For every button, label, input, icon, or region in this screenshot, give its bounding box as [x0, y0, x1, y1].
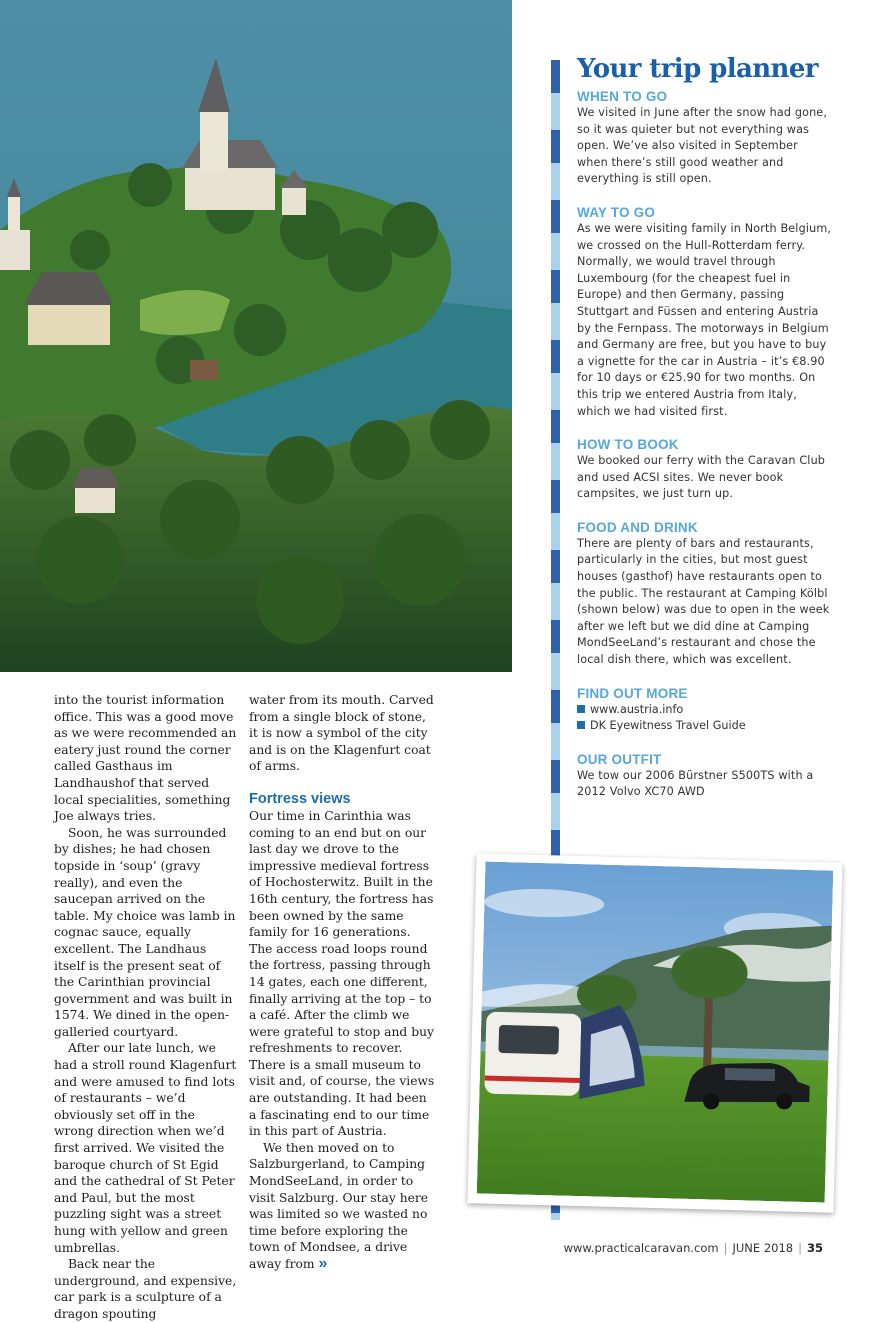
website-link[interactable]: www.practicalcaravan.com [563, 1241, 719, 1255]
square-bullet-icon [577, 721, 585, 729]
body-paragraph: Back near the underground, and expensive, car park is a sculpture of a dragon spouting [54, 1257, 237, 1321]
section-food-and-drink [577, 519, 832, 669]
section-text: We visited in June after the snow had gone, so it was quieter but not everything was open. We’ve also visited in September when there’s still good weather and everything is still open. [577, 106, 828, 186]
lake-church-photo [0, 0, 512, 672]
body-paragraph: Our time in Carinthia was coming to an end but on our last day we drove to the impressive medieval fortress of Hochosterwitz. Built in the 16th century, the fortress has been owned by the same family for 16 generations. The access road loops round the fortress, passing through 14 gates, each one different, finally arriving at the top – to a café. After the climb we were grateful to stop and buy refreshments to recover. There is a small museum to visit and, of course, the views are outstanding. It had been a fascinating end to our time in this part of Austria. [249, 808, 435, 1139]
body-paragraph-continued [249, 1140, 435, 1273]
section-how-to-book [577, 436, 832, 503]
article-column-1 [54, 692, 238, 1323]
section-find-out-more [577, 685, 832, 735]
body-paragraph: into the tourist information office. This was a good move as we were recommended an eatery just round the corner called Gasthaus im Landhaushof that served local specialities, something Joe always tries. [54, 693, 237, 824]
section-heading: FOOD AND DRINK [577, 519, 698, 535]
continue-arrow-icon: » [318, 1255, 328, 1272]
section-heading: FIND OUT MORE [577, 685, 688, 701]
issue-date: JUNE 2018 [732, 1241, 794, 1255]
resource-link[interactable]: www.austria.info [590, 702, 684, 716]
body-paragraph: After our late lunch, we had a stroll round Klagenfurt and were amused to find lots of restaurants – we’d obviously set off in the wrong direction when we’d first arrived. We visited the baroque church of St Egid and the cathedral of St Peter and Paul, but the most puzzling sight was a street hung with yellow and green umbrellas. [54, 1041, 237, 1255]
page-number: 35 [806, 1241, 823, 1255]
resource-name: DK Eyewitness Travel Guide [590, 719, 746, 733]
section-text: There are plenty of bars and restaurants, particularly in the cities, but most guest houses (gasthof) have restaurants open to the public. The restaurant at Camping Kölbl (shown below) was due to open in the week after we left but we did dine at Camping MondSeeLand’s restaurant and chose the local dish there, which was excellent. [577, 536, 830, 667]
subheading-fortress-views: Fortress views [249, 790, 351, 807]
section-text: As we were visiting family in North Belgium, we crossed on the Hull-Rotterdam ferry. Normally, we would travel through Luxembourg (for the cheapest fuel in Europe) and then Germany, passing Stuttgart and Füssen and entering Austria by the Fernpass. The motorways in Belgium and Germany are free, but you have to buy a vignette for the car in Austria – it’s €8.90 for 10 days or €25.90 for two months. On this trip we entered Austria from Italy, which we had visited first. [577, 221, 832, 418]
resource-list [577, 702, 832, 735]
body-paragraph: We then moved on to Salzburgerland, to Camping MondSeeLand, in order to visit Salzburg. Our stay here was limited so we wasted no time before exploring the town of Mondsee, a drive away from [249, 1140, 429, 1271]
body-paragraph: water from its mouth. Carved from a single block of stone, it is now a symbol of the city and is on the Klagenfurt coat of arms. [249, 693, 434, 774]
trip-planner-box [577, 54, 832, 817]
planner-title: Your trip planner [577, 54, 818, 84]
caravan-campsite-photo [467, 853, 842, 1212]
list-item[interactable] [577, 702, 832, 719]
section-text: We tow our 2006 Bürstner S500TS with a 2012 Volvo XC70 AWD [577, 768, 814, 799]
section-text: We booked our ferry with the Caravan Club and used ACSI sites. We never book campsites, we just turn up. [577, 454, 826, 501]
page-footer [564, 1241, 823, 1255]
footer-divider: | [798, 1241, 802, 1255]
body-paragraph: Soon, he was surrounded by dishes; he had chosen topside in ‘soup’ (gravy really), and even the saucepan arrived on the table. My choice was lamb in cognac sauce, equally excellent. The Landhaus itself is the present seat of the Carinthian provincial government and was built in 1574. We dined in the open-galleried courtyard. [54, 825, 236, 1039]
section-when-to-go [577, 88, 832, 188]
section-heading: WAY TO GO [577, 204, 656, 220]
section-heading: HOW TO BOOK [577, 437, 679, 453]
section-way-to-go [577, 204, 832, 420]
article-column-2 [249, 692, 435, 1273]
section-heading: WHEN TO GO [577, 89, 668, 104]
list-item [577, 718, 832, 735]
section-heading: OUR OUTFIT [577, 751, 662, 767]
footer-divider: | [723, 1241, 728, 1255]
section-our-outfit [577, 751, 832, 801]
photo-frame [477, 862, 834, 1203]
square-bullet-icon [577, 705, 585, 713]
